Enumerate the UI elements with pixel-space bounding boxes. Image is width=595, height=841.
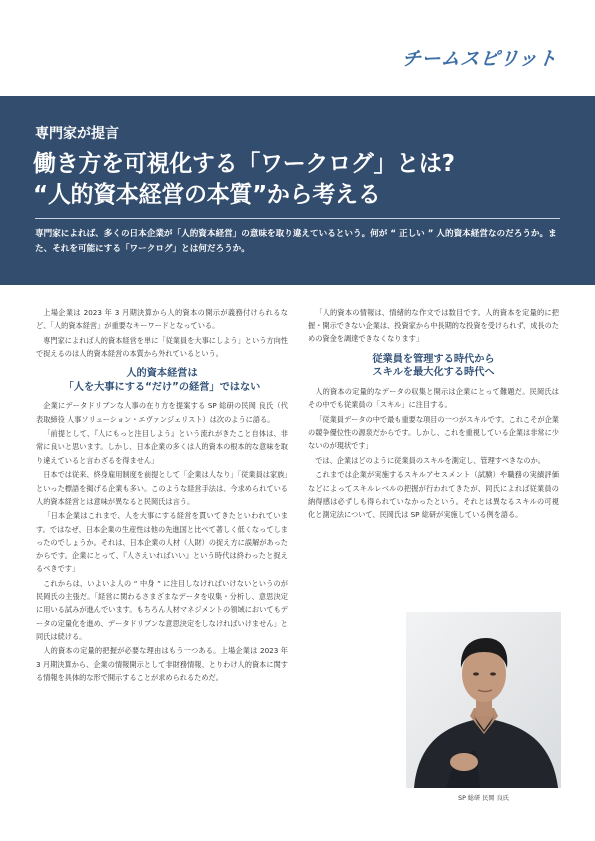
portrait-photo — [406, 612, 561, 788]
body-paragraph: 人的資本の定量的把握が必要な理由はもう一つある。上場企業は 2023 年 3 月期決算から、企業の情報開示として非財務情報、とりわけ人的資本に関する情報を具体的な形で開示することが求められるためだ。 — [36, 646, 288, 682]
right-column — [308, 306, 559, 523]
heading-line: 「人を大事にする“だけ”の経営」ではない — [63, 381, 261, 393]
header-divider — [35, 218, 560, 219]
article-title-line-2: “人的資本経営の本質”から考える — [33, 182, 381, 208]
body-paragraph: 専門家によれば人的資本経営を単に「従業員を大事にしよう」という方向性で捉えるのは人的資本経営の本質から外れているという。 — [36, 335, 288, 359]
body-paragraph: 「前提として、『人にもっと注目しよう』という流れがきたこと自体は、非常に良いと思います。しかし、日本企業の多くは人的資本の根本的な意味を取り違えていると言わざるを得ません」 — [36, 429, 288, 465]
left-column — [36, 306, 288, 686]
section-heading-human-capital — [36, 367, 288, 394]
team-spirit-logo: チームスピリット — [400, 49, 558, 70]
portrait-illustration — [406, 612, 561, 788]
body-paragraph: 企業にデータドリブンな人事の在り方を提案する SP 総研の民岡 良氏（代表取締役 人事ソリューション・エヴァンジェリスト）は次のように語る。 — [36, 401, 288, 424]
body-paragraph: 人的資本の定量的なデータの収集と開示は企業にとって難題だ。民岡氏はその中でも従業員の「スキル」に注目する。 — [308, 386, 559, 409]
body-paragraph: 上場企業は 2023 年 3 月期決算から人的資本の開示が義務付けられるなど、「人的資本経営」が重要なキーワードとなっている。 — [36, 308, 288, 331]
heading-line: 従業員を管理する時代から — [372, 353, 495, 365]
photo-caption: SP 総研 民岡 良氏 — [458, 795, 509, 802]
article-lead: 専門家によれば、多くの日本企業が「人的資本経営」の意味を取り違えているという。何が “ 正しい ” 人的資本経営なのだろうか。また、それを可能にする「ワークログ」とは何だろうか。 — [35, 229, 557, 254]
article-header — [0, 96, 595, 285]
body-paragraph: これからは、いよいよ人の “ 中身 ” に注目しなければいけないというのが民岡氏の主張だ。「経営に関わるさまざまなデータを収集・分析し、意思決定に用いる試みが進んでいます。もちろん人材マネジメントの領域においてもデータの定量化を進め、データドリブンな意思決定をしなければいけません」と同氏は続ける。 — [36, 578, 288, 641]
body-paragraph: 「人的資本の情報は、情緒的な作文では数目です。人的資本を定量的に把握・開示できない企業は、投資家から中長期的な投資を受けられず、成長のための資金を調達できなくなります」 — [308, 308, 559, 344]
heading-line: スキルを最大化する時代へ — [372, 367, 495, 379]
body-paragraph: では、企業はどのように従業員のスキルを測定し、管理すべきなのか。 — [315, 455, 545, 465]
article-kicker: 専門家が提言 — [35, 126, 119, 142]
heading-line: 人的資本経営は — [126, 368, 198, 380]
body-paragraph: 「日本企業はこれまで、人を大事にする経営を貫いてきたといわれています。ではなぜ、日本企業の生産性は他の先進国と比べて著しく低くなってしまったのでしょうか。それは、日本企業の人材（人財）の捉え方に誤解があったからです。企業にとって、『人さえいればいい』という時代は終わったと捉えるべきです」 — [36, 511, 288, 574]
body-paragraph: これまでは企業が実施するスキルアセスメント（試験）や職務の実績評価などによってスキルレベルの把握が行われてきたが、同氏によれば従業員の納得感は必ずしも得られていなかったという。それとは異なるスキルの可視化と測定法について、民岡氏は SP 総研が実施している例を語る。 — [308, 470, 559, 519]
body-paragraph: 日本では従来、終身雇用制度を前提として「企業は人なり」「従業員は家族」といった標語を掲げる企業も多い。このような経営手法は、今求められている人的資本経営とは意味が異なると民岡氏は言う。 — [36, 470, 288, 506]
body-paragraph: 「従業員データの中で最も重要な項目の一つがスキルです。これこそが企業の競争優位性の源泉だからです。しかし、これを重視している企業は非常に少ないのが現状です」 — [308, 414, 559, 450]
section-heading-skills — [308, 353, 559, 380]
article-title-line-1: 働き方を可視化する「ワークログ」とは? — [33, 151, 455, 177]
